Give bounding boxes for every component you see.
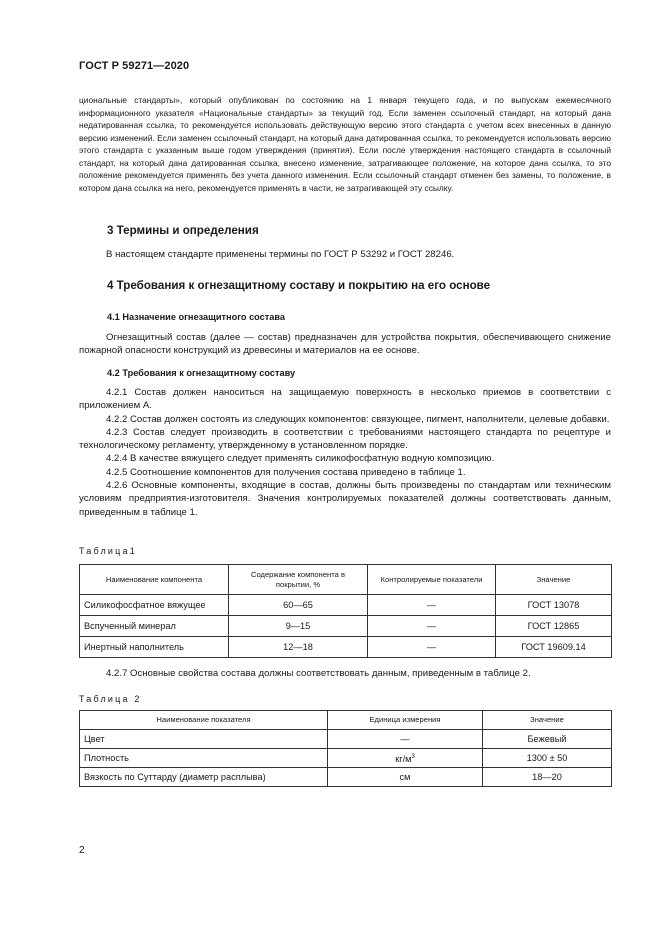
table-cell: 18—20 bbox=[483, 768, 612, 787]
table-cell: — bbox=[368, 616, 496, 637]
table-cell: — bbox=[368, 637, 496, 658]
table-row bbox=[80, 749, 612, 768]
section-4-heading: 4 Требования к огнезащитному составу и покрытию на его основе bbox=[107, 279, 491, 292]
table-cell: Цвет bbox=[80, 730, 328, 749]
table-cell: Плотность bbox=[80, 749, 328, 768]
table-1 bbox=[79, 564, 612, 658]
table-1-header-cell: Содержание компонента в покрытии, % bbox=[229, 565, 368, 595]
table-cell: — bbox=[328, 730, 483, 749]
table-cell: 9—15 bbox=[229, 616, 368, 637]
table-1-caption: Таблица1 bbox=[79, 546, 137, 556]
table-2-caption: Таблица 2 bbox=[79, 694, 142, 704]
table-cell: Бежевый bbox=[483, 730, 612, 749]
table-cell: Инертный наполнитель bbox=[80, 637, 229, 658]
table-row bbox=[80, 616, 612, 637]
clause-4-2-4: 4.2.4 В качестве вяжущего следует применять силикофосфатную водную композицию. bbox=[106, 453, 495, 465]
table-cell: — bbox=[368, 595, 496, 616]
table-2-header-row bbox=[80, 711, 612, 730]
clause-4-2-6: 4.2.6 Основные компоненты, входящие в состав, должны быть произведены по стандартам или техническим условиям предприятия-изготовителя. Значения контролируемых показателей должны соответствовать данным, приведенным в таблице 1. bbox=[79, 480, 611, 518]
section-4-1-text: Огнезащитный состав (далее — состав) предназначен для устройства покрытия, обеспечивающего снижение пожарной опасности конструкций из древесины и материалов на ее основе. bbox=[79, 332, 611, 357]
table-1-header-cell: Наименование компонента bbox=[80, 565, 229, 595]
table-cell: см bbox=[328, 768, 483, 787]
table-cell bbox=[328, 749, 483, 768]
table-row bbox=[80, 730, 612, 749]
table-cell: 1300 ± 50 bbox=[483, 749, 612, 768]
table-row bbox=[80, 595, 612, 616]
table-1-header-cell: Значение bbox=[496, 565, 612, 595]
page-number: 2 bbox=[79, 845, 85, 856]
table-row bbox=[80, 768, 612, 787]
section-4-1-body bbox=[79, 331, 611, 358]
table-cell: ГОСТ 13078 bbox=[496, 595, 612, 616]
table-cell: 12—18 bbox=[229, 637, 368, 658]
intro-paragraph: циональные стандарты», который опубликован по состоянию на 1 января текущего года, и по выпускам ежемесячного информационного указателя «Национальные стандарты» за текущий год. Если заменен ссылочный стандарт, на который дана недатированная ссылка, то рекомендуется использовать действующую версию этого стандарта с учетом всех внесенных в данную версию изменений. Если заменен ссылочный стандарт, на который дана датированная ссылка, то рекомендуется использовать версию этого стандарта с указанным выше годом утверждения (принятия). Если после утверждения настоящего стандарта в ссылочный стандарт, на который дана датированная ссылка, внесено изменение, затрагивающее положение, на которое дана ссылка, то это положение рекомендуется применять без учета данного изменения. Если ссылочный стандарт отменен без замены, то положение, в котором дана ссылка на него, рекомендуется применять в части, не затрагивающей эту ссылку. bbox=[79, 95, 611, 193]
clause-4-2-7-block bbox=[79, 667, 611, 680]
intro-block bbox=[79, 94, 611, 194]
table-cell: ГОСТ 12865 bbox=[496, 616, 612, 637]
table-2-header-cell: Значение bbox=[483, 711, 612, 730]
section-3-text: В настоящем стандарте применены термины по ГОСТ Р 53292 и ГОСТ 28246. bbox=[106, 249, 455, 260]
section-3-body bbox=[79, 248, 611, 261]
section-4-2-heading: 4.2 Требования к огнезащитному составу bbox=[107, 368, 296, 378]
standard-code: ГОСТ Р 59271—2020 bbox=[79, 60, 190, 72]
table-1-header-cell: Контролируемые показатели bbox=[368, 565, 496, 595]
clause-4-2-1: 4.2.1 Состав должен наноситься на защищаемую поверхность в несколько приемов в соответствии с приложением А. bbox=[79, 387, 611, 412]
density-unit-exponent: 3 bbox=[411, 753, 415, 760]
clause-4-2-3: 4.2.3 Состав следует производить в соответствии с требованиями настоящего стандарта по рецептуре и технологическому регламенту, утвержденному в установленном порядке. bbox=[79, 426, 611, 452]
table-cell: Силикофосфатное вяжущее bbox=[80, 595, 229, 616]
table-2-header-cell: Единица измерения bbox=[328, 711, 483, 730]
table-cell: ГОСТ 19609.14 bbox=[496, 637, 612, 658]
clause-4-2-7: 4.2.7 Основные свойства состава должны соответствовать данным, приведенным в таблице 2. bbox=[106, 668, 531, 679]
table-1-header-row bbox=[80, 565, 612, 595]
section-3-heading: 3 Термины и определения bbox=[107, 224, 259, 237]
table-2 bbox=[79, 710, 612, 787]
density-unit: кг/м bbox=[395, 754, 412, 765]
table-cell: 60—65 bbox=[229, 595, 368, 616]
table-2-header-cell: Наименование показателя bbox=[80, 711, 328, 730]
clause-4-2-5: 4.2.5 Соотношение компонентов для получения состава приведено в таблице 1. bbox=[106, 466, 466, 478]
section-4-1-heading: 4.1 Назначение огнезащитного состава bbox=[107, 312, 286, 322]
table-cell: Вязкость по Суттарду (диаметр расплыва) bbox=[80, 768, 328, 787]
table-row bbox=[80, 637, 612, 658]
clause-4-2-2: 4.2.2 Состав должен состоять из следующих компонентов: связующее, пигмент, наполнители, целевые добавки. bbox=[106, 413, 610, 425]
section-4-2-body bbox=[79, 386, 611, 519]
table-cell: Вспученный минерал bbox=[80, 616, 229, 637]
